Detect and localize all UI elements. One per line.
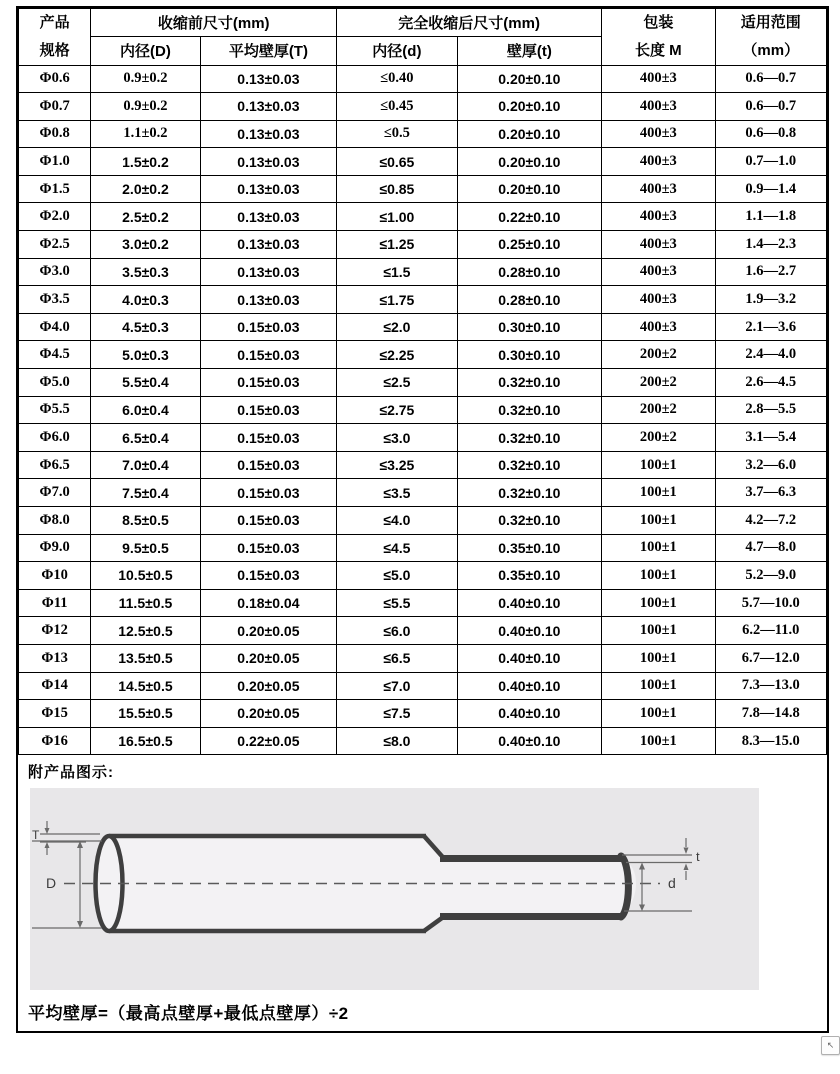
table-cell: 0.13±0.03	[200, 148, 337, 176]
table-row	[19, 369, 827, 397]
table-cell: 0.6—0.8	[715, 120, 826, 148]
table-cell: 0.13±0.03	[200, 93, 337, 121]
table-cell: 0.30±0.10	[457, 313, 602, 341]
table-cell: 0.40±0.10	[457, 727, 602, 755]
table-cell: 12.5±0.5	[91, 617, 200, 645]
label-t: t	[696, 849, 700, 865]
table-cell: 1.1±0.2	[91, 120, 200, 148]
table-cell: 100±1	[602, 672, 715, 700]
table-cell: 7.8—14.8	[715, 700, 826, 728]
table-cell: Φ1.5	[19, 175, 91, 203]
table-cell: Φ8.0	[19, 507, 91, 535]
table-cell: 0.13±0.03	[200, 286, 337, 314]
table-cell: 7.3—13.0	[715, 672, 826, 700]
table-cell: 2.6—4.5	[715, 369, 826, 397]
table-cell: 0.32±0.10	[457, 479, 602, 507]
table-cell: 100±1	[602, 589, 715, 617]
table-cell: 2.0±0.2	[91, 175, 200, 203]
table-cell: 0.32±0.10	[457, 507, 602, 535]
nw-arrow-icon[interactable]	[821, 1036, 840, 1055]
table-cell: 100±1	[602, 534, 715, 562]
table-row	[19, 727, 827, 755]
table-body	[19, 65, 827, 755]
table-cell: 0.35±0.10	[457, 534, 602, 562]
table-cell: ≤5.5	[337, 589, 457, 617]
table-cell: 8.3—15.0	[715, 727, 826, 755]
table-cell: 400±3	[602, 93, 715, 121]
product-diagram	[30, 788, 759, 990]
table-cell: 100±1	[602, 451, 715, 479]
table-cell: 0.25±0.10	[457, 231, 602, 259]
table-cell: ≤7.5	[337, 700, 457, 728]
table-row	[19, 175, 827, 203]
table-cell: 0.30±0.10	[457, 341, 602, 369]
table-cell: 2.4—4.0	[715, 341, 826, 369]
table-cell: 7.5±0.4	[91, 479, 200, 507]
table-cell: 4.5±0.3	[91, 313, 200, 341]
table-cell: ≤2.0	[337, 313, 457, 341]
table-cell: Φ0.6	[19, 65, 91, 93]
table-row	[19, 424, 827, 452]
table-cell: Φ4.5	[19, 341, 91, 369]
header-group-before-shrink: 收缩前尺寸(mm)	[91, 9, 337, 37]
table-cell: Φ1.0	[19, 148, 91, 176]
header-group-after-shrink: 完全收缩后尺寸(mm)	[337, 9, 602, 37]
table-cell: 0.32±0.10	[457, 451, 602, 479]
table-cell: 0.9—1.4	[715, 175, 826, 203]
header-pack-line1: 包装	[643, 14, 674, 31]
table-cell: 0.13±0.03	[200, 231, 337, 259]
table-cell: 0.20±0.10	[457, 93, 602, 121]
table-cell: Φ5.5	[19, 396, 91, 424]
table-cell: 0.13±0.03	[200, 120, 337, 148]
table-cell: 200±2	[602, 424, 715, 452]
table-cell: 100±1	[602, 727, 715, 755]
table-cell: ≤1.75	[337, 286, 457, 314]
table-cell: 0.15±0.03	[200, 396, 337, 424]
table-cell: Φ12	[19, 617, 91, 645]
table-cell: Φ5.0	[19, 369, 91, 397]
table-cell: 100±1	[602, 644, 715, 672]
table-cell: 0.40±0.10	[457, 672, 602, 700]
table-cell: 4.2—7.2	[715, 507, 826, 535]
table-cell: 6.0±0.4	[91, 396, 200, 424]
header-product-line2: 规格	[39, 41, 70, 59]
table-row	[19, 396, 827, 424]
avg-wall-formula: 平均壁厚=（最高点壁厚+最低点壁厚）÷2	[28, 1004, 349, 1024]
table-cell: Φ9.0	[19, 534, 91, 562]
label-d: d	[668, 875, 676, 892]
table-cell: 400±3	[602, 203, 715, 231]
table-cell: 0.32±0.10	[457, 396, 602, 424]
table-cell: Φ0.7	[19, 93, 91, 121]
table-cell: ≤3.0	[337, 424, 457, 452]
table-cell: 1.1—1.8	[715, 203, 826, 231]
header-range-line1: 适用范围	[740, 14, 801, 31]
table-cell: 400±3	[602, 258, 715, 286]
table-cell: Φ4.0	[19, 313, 91, 341]
table-cell: Φ7.0	[19, 479, 91, 507]
table-cell: ≤3.5	[337, 479, 457, 507]
table-cell: 0.9±0.2	[91, 65, 200, 93]
table-cell: 0.13±0.03	[200, 258, 337, 286]
table-cell: ≤0.65	[337, 148, 457, 176]
table-cell: ≤6.0	[337, 617, 457, 645]
table-row	[19, 258, 827, 286]
table-row	[19, 120, 827, 148]
table-cell: 3.0±0.2	[91, 231, 200, 259]
table-cell: 8.5±0.5	[91, 507, 200, 535]
table-cell: 0.15±0.03	[200, 562, 337, 590]
table-cell: 100±1	[602, 507, 715, 535]
table-cell: 2.8—5.5	[715, 396, 826, 424]
table-cell: 5.7—10.0	[715, 589, 826, 617]
table-cell: 0.15±0.03	[200, 451, 337, 479]
table-row	[19, 672, 827, 700]
spec-table	[18, 8, 827, 755]
table-cell: 0.6—0.7	[715, 93, 826, 121]
table-cell: 100±1	[602, 479, 715, 507]
table-cell: 0.20±0.10	[457, 175, 602, 203]
table-cell: Φ6.0	[19, 424, 91, 452]
header-apply-range	[715, 9, 826, 66]
table-cell: Φ14	[19, 672, 91, 700]
table-cell: 0.20±0.10	[457, 120, 602, 148]
table-cell: 7.0±0.4	[91, 451, 200, 479]
table-cell: 0.15±0.03	[200, 424, 337, 452]
table-cell: 1.6—2.7	[715, 258, 826, 286]
table-row	[19, 148, 827, 176]
table-cell: ≤4.0	[337, 507, 457, 535]
table-cell: 0.20±0.10	[457, 148, 602, 176]
table-cell: 0.32±0.10	[457, 369, 602, 397]
table-cell: 200±2	[602, 396, 715, 424]
table-cell: 2.5±0.2	[91, 203, 200, 231]
table-cell: 3.5±0.3	[91, 258, 200, 286]
header-inner-diameter-d: 内径(d)	[337, 37, 457, 65]
table-cell: Φ2.0	[19, 203, 91, 231]
table-row	[19, 451, 827, 479]
table-cell: 0.32±0.10	[457, 424, 602, 452]
table-cell: 0.15±0.03	[200, 341, 337, 369]
table-cell: Φ16	[19, 727, 91, 755]
table-cell: 0.6—0.7	[715, 65, 826, 93]
table-cell: 11.5±0.5	[91, 589, 200, 617]
table-cell: 400±3	[602, 148, 715, 176]
table-cell: ≤5.0	[337, 562, 457, 590]
table-row	[19, 562, 827, 590]
table-cell: 0.15±0.03	[200, 507, 337, 535]
header-range-line2: （mm）	[742, 41, 800, 59]
label-T: T	[32, 828, 40, 843]
table-cell: 0.40±0.10	[457, 617, 602, 645]
table-cell: 3.2—6.0	[715, 451, 826, 479]
footer-section	[18, 755, 827, 1031]
table-header	[19, 9, 827, 66]
table-row	[19, 589, 827, 617]
table-cell: 0.40±0.10	[457, 589, 602, 617]
table-cell: Φ10	[19, 562, 91, 590]
table-cell: 3.1—5.4	[715, 424, 826, 452]
table-cell: ≤3.25	[337, 451, 457, 479]
header-product-spec	[19, 9, 91, 66]
table-cell: 6.5±0.4	[91, 424, 200, 452]
table-cell: ≤2.75	[337, 396, 457, 424]
table-row	[19, 231, 827, 259]
header-wall-t: 壁厚(t)	[457, 37, 602, 65]
table-cell: 5.2—9.0	[715, 562, 826, 590]
table-cell: Φ0.8	[19, 120, 91, 148]
table-cell: ≤0.5	[337, 120, 457, 148]
table-cell: 0.13±0.03	[200, 175, 337, 203]
table-cell: 0.15±0.03	[200, 369, 337, 397]
table-cell: 0.20±0.05	[200, 672, 337, 700]
table-cell: Φ6.5	[19, 451, 91, 479]
table-cell: 0.13±0.03	[200, 203, 337, 231]
table-cell: 400±3	[602, 65, 715, 93]
tube-diagram-svg	[30, 788, 759, 990]
table-cell: 14.5±0.5	[91, 672, 200, 700]
table-cell: ≤8.0	[337, 727, 457, 755]
table-row	[19, 507, 827, 535]
table-cell: 0.13±0.03	[200, 65, 337, 93]
table-cell: ≤4.5	[337, 534, 457, 562]
table-cell: ≤0.85	[337, 175, 457, 203]
header-row-1	[19, 9, 827, 37]
table-row	[19, 341, 827, 369]
nw-arrow-glyph: ↖	[826, 1040, 835, 1050]
table-cell: ≤7.0	[337, 672, 457, 700]
table-cell: Φ11	[19, 589, 91, 617]
table-row	[19, 286, 827, 314]
table-row	[19, 93, 827, 121]
table-cell: 5.5±0.4	[91, 369, 200, 397]
table-cell: 3.7—6.3	[715, 479, 826, 507]
dimension-D	[32, 841, 102, 928]
table-cell: 100±1	[602, 562, 715, 590]
table-cell: ≤1.00	[337, 203, 457, 231]
table-row	[19, 479, 827, 507]
table-cell: ≤1.5	[337, 258, 457, 286]
table-cell: 0.9±0.2	[91, 93, 200, 121]
table-cell: ≤2.25	[337, 341, 457, 369]
table-row	[19, 700, 827, 728]
table-cell: ≤1.25	[337, 231, 457, 259]
table-cell: 16.5±0.5	[91, 727, 200, 755]
header-avg-wall-T: 平均壁厚(T)	[200, 37, 337, 65]
header-pack-length	[602, 9, 715, 66]
table-cell: 200±2	[602, 369, 715, 397]
table-cell: 400±3	[602, 313, 715, 341]
table-cell: 13.5±0.5	[91, 644, 200, 672]
table-cell: 0.20±0.10	[457, 65, 602, 93]
table-cell: 0.15±0.03	[200, 534, 337, 562]
table-cell: 0.35±0.10	[457, 562, 602, 590]
table-cell: 6.2—11.0	[715, 617, 826, 645]
table-cell: 4.0±0.3	[91, 286, 200, 314]
table-cell: 400±3	[602, 286, 715, 314]
table-cell: 10.5±0.5	[91, 562, 200, 590]
table-row	[19, 65, 827, 93]
diagram-caption: 附产品图示:	[28, 764, 114, 782]
table-cell: 100±1	[602, 700, 715, 728]
table-cell: 6.7—12.0	[715, 644, 826, 672]
table-cell: 400±3	[602, 231, 715, 259]
table-row	[19, 534, 827, 562]
table-cell: 1.5±0.2	[91, 148, 200, 176]
table-cell: 0.22±0.10	[457, 203, 602, 231]
table-cell: 1.9—3.2	[715, 286, 826, 314]
header-pack-line2: 长度 M	[634, 41, 682, 59]
spec-sheet	[16, 6, 829, 1033]
table-cell: 0.20±0.05	[200, 617, 337, 645]
table-cell: 15.5±0.5	[91, 700, 200, 728]
table-cell: ≤0.45	[337, 93, 457, 121]
table-cell: Φ3.0	[19, 258, 91, 286]
table-cell: Φ3.5	[19, 286, 91, 314]
table-cell: 0.28±0.10	[457, 286, 602, 314]
table-cell: Φ13	[19, 644, 91, 672]
table-cell: ≤6.5	[337, 644, 457, 672]
table-cell: Φ15	[19, 700, 91, 728]
table-cell: Φ2.5	[19, 231, 91, 259]
table-cell: 9.5±0.5	[91, 534, 200, 562]
table-cell: 5.0±0.3	[91, 341, 200, 369]
table-cell: 0.40±0.10	[457, 644, 602, 672]
table-cell: 0.15±0.03	[200, 313, 337, 341]
table-row	[19, 313, 827, 341]
dimension-T	[40, 821, 100, 855]
header-product-line1: 产品	[39, 14, 70, 31]
table-row	[19, 644, 827, 672]
table-cell: 0.15±0.03	[200, 479, 337, 507]
table-cell: 100±1	[602, 617, 715, 645]
label-D: D	[46, 875, 57, 892]
header-inner-diameter-D: 内径(D)	[91, 37, 200, 65]
table-cell: 0.22±0.05	[200, 727, 337, 755]
table-cell: 2.1—3.6	[715, 313, 826, 341]
table-cell: 0.40±0.10	[457, 700, 602, 728]
table-cell: ≤2.5	[337, 369, 457, 397]
table-cell: 0.28±0.10	[457, 258, 602, 286]
table-cell: 1.4—2.3	[715, 231, 826, 259]
table-cell: 0.18±0.04	[200, 589, 337, 617]
table-cell: ≤0.40	[337, 65, 457, 93]
table-cell: 0.7—1.0	[715, 148, 826, 176]
table-cell: 400±3	[602, 175, 715, 203]
table-row	[19, 617, 827, 645]
table-cell: 0.20±0.05	[200, 700, 337, 728]
table-cell: 200±2	[602, 341, 715, 369]
table-row	[19, 203, 827, 231]
table-cell: 400±3	[602, 120, 715, 148]
table-cell: 0.20±0.05	[200, 644, 337, 672]
table-cell: 4.7—8.0	[715, 534, 826, 562]
